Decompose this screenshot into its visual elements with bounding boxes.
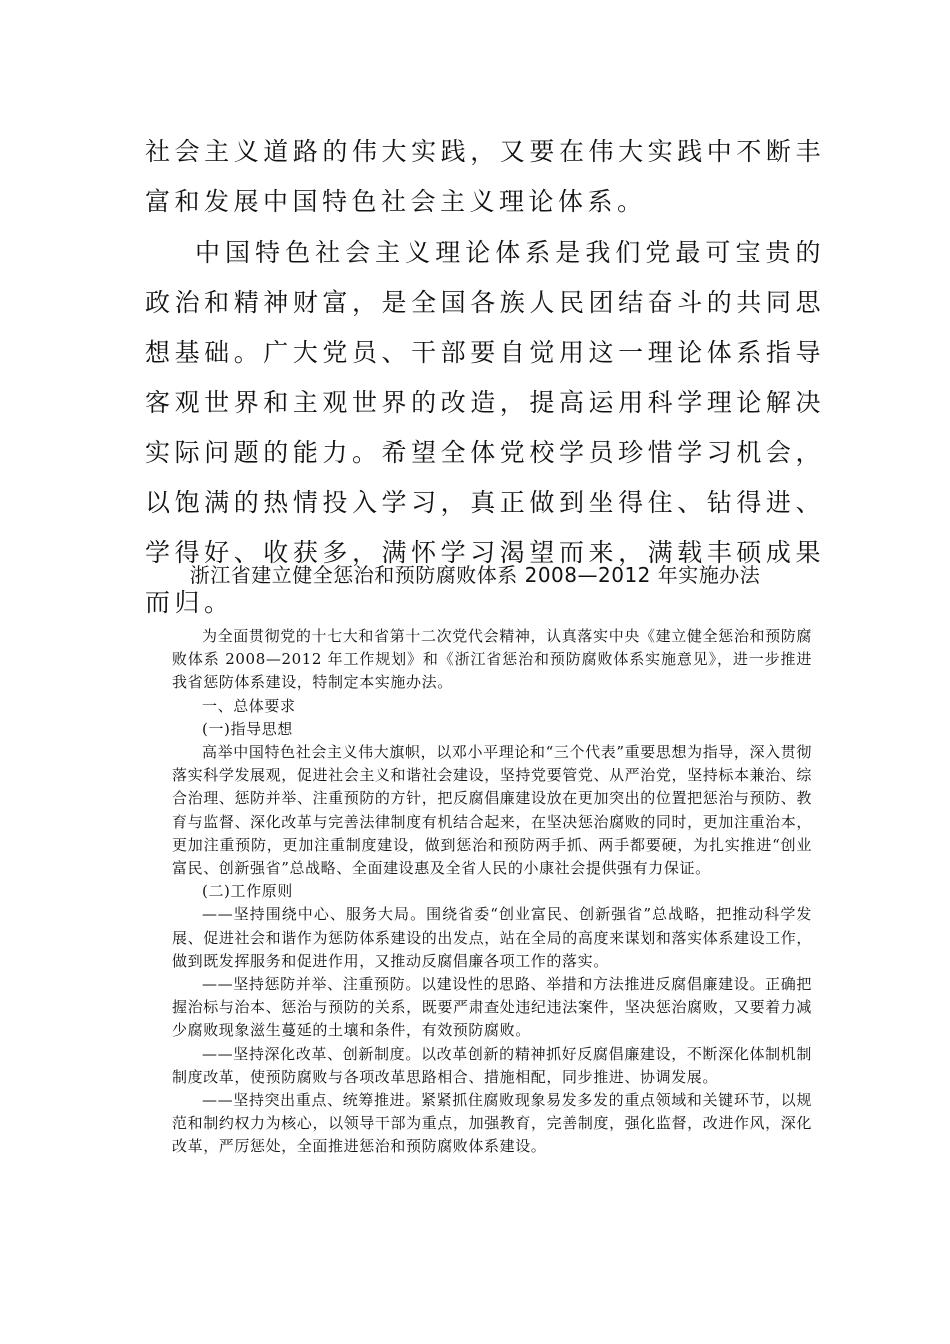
article-body: [172, 625, 812, 1159]
subsection-heading-work-principles: (二)工作原则: [202, 882, 293, 901]
guiding-ideology-paragraph: 高举中国特色社会主义伟大旗帜，以邓小平理论和“三个代表”重要思想为指导，深入贯彻落实科学发展观，促进社会主义和谐社会建设，坚持党要管党、从严治党，坚持标本兼治、综合治理、惩防并举、注重预防的方针，把反腐倡廉建设放在更加突出的位置把惩治与预防、教育与监督、深化改革与完善法律制度有机结合起来，在坚决惩治腐败的同时，更加注重治本，更加注重预防，更加注重制度建设，做到惩治和预防两手抓、两手都要硬，为扎实推进“创业富民、创新强省”总战略、全面建设惠及全省人民的小康社会提供强有力保证。: [172, 743, 812, 878]
article-title: 浙江省建立健全惩治和预防腐败体系 2008—2012 年实施办法: [189, 563, 761, 587]
principle-paragraph-1: ——坚持围绕中心、服务大局。围绕省委“创业富民、创新强省”总战略，把推动科学发展、促进社会和谐作为惩防体系建设的出发点，站在全局的高度来谋划和落实体系建设工作，做到既发挥服务和促进作用，又推动反腐倡廉各项工作的落实。: [172, 905, 812, 970]
section-heading-general-requirements: 一、总体要求: [202, 696, 296, 715]
principle-paragraph-3: ——坚持深化改革、创新制度。以改革创新的精神抓好反腐倡廉建设，不断深化体制机制制度改革，使预防腐败与各项改革思路相合、措施相配，同步推进、协调发展。: [172, 1044, 812, 1086]
speech-paragraph-1: 社会主义道路的伟大实践，又要在伟大实践中不断丰富和发展中国特色社会主义理论体系。: [145, 137, 825, 216]
speech-paragraph-2: 中国特色社会主义理论体系是我们党最可宝贵的政治和精神财富，是全国各族人民团结奋斗的共同思想基础。广大党员、干部要自觉用这一理论体系指导客观世界和主观世界的改造，提高运用科学理论解决实际问题的能力。希望全体党校学员珍惜学习机会，以饱满的热情投入学习，真正做到坐得住、钻得进、学得好、收获多，满怀学习渴望而来，满载丰硕成果而归。: [145, 238, 825, 617]
subsection-heading-guiding-ideology: (一)指导思想: [202, 719, 293, 738]
intro-paragraph: 为全面贯彻党的十七大和省第十二次党代会精神，认真落实中央《建立健全惩治和预防腐败体系 2008—2012 年工作规划》和《浙江省惩治和预防腐败体系实施意见》，进一步推进我省惩防体系建设，特制定本实施办法。: [172, 627, 812, 692]
principle-paragraph-2: ——坚持惩防并举、注重预防。以建设性的思路、举措和方法推进反腐倡廉建设。正确把握治标与治本、惩治与预防的关系，既要严肃查处违纪违法案件，坚决惩治腐败，又要着力减少腐败现象滋生蔓延的土壤和条件，有效预防腐败。: [172, 975, 812, 1040]
principle-paragraph-4: ——坚持突出重点、统筹推进。紧紧抓住腐败现象易发多发的重点领域和关键环节，以规范和制约权力为核心，以领导干部为重点，加强教育，完善制度，强化监督，改进作风，深化改革，严厉惩处，全面推进惩治和预防腐败体系建设。: [172, 1091, 812, 1156]
